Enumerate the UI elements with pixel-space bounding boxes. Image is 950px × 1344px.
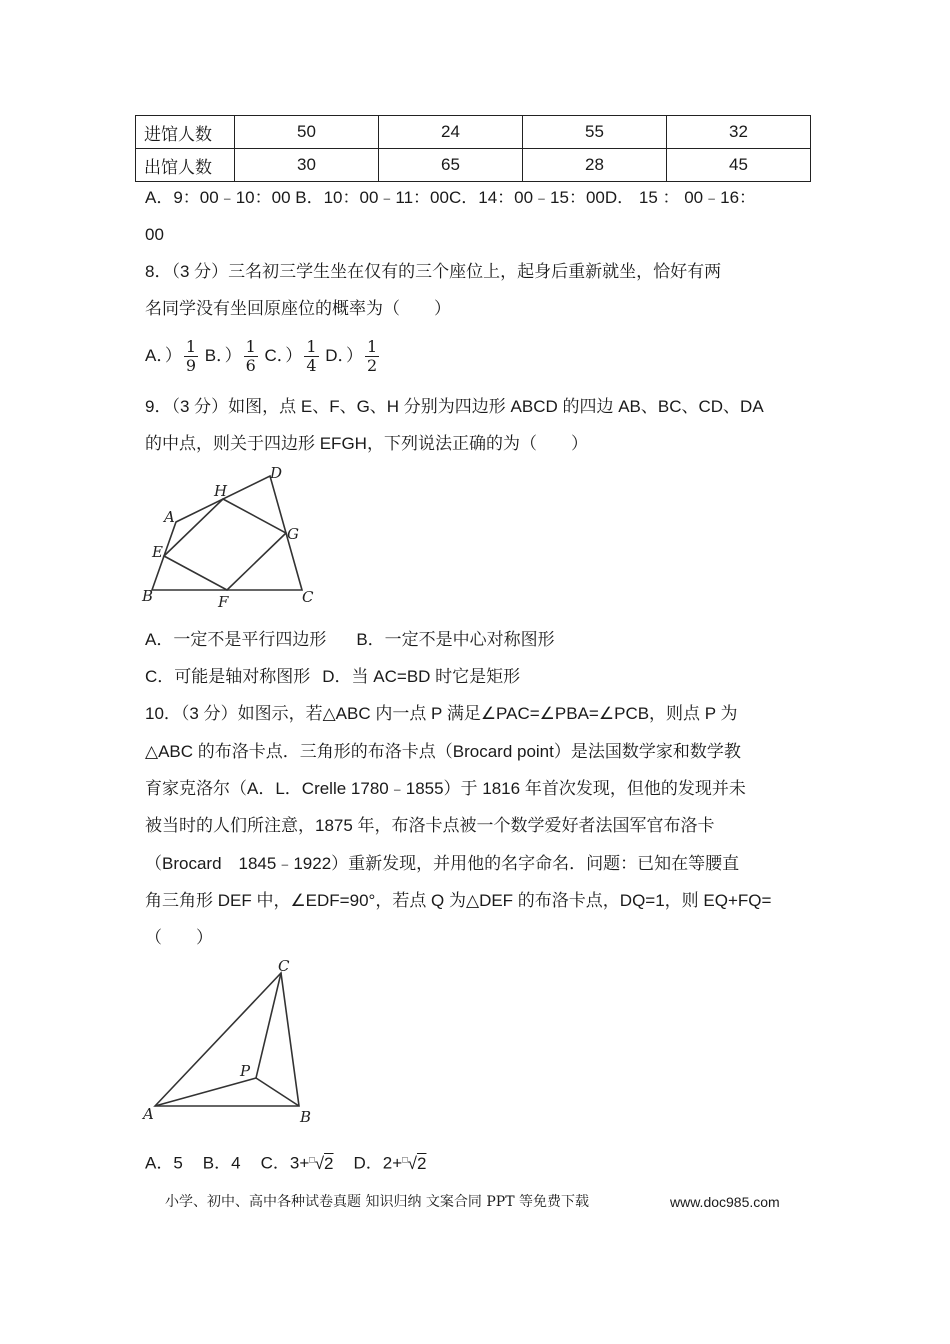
table-cell: 24 [379, 116, 523, 149]
q9-options-line1 [145, 628, 555, 652]
q10-option-a: A．5 [145, 1153, 183, 1173]
label-b: B [142, 587, 154, 605]
root-index: □ [402, 1154, 408, 1164]
denominator: 6 [245, 356, 256, 376]
segment-pc [256, 973, 281, 1078]
label-d: D [270, 464, 283, 482]
q9-option-d: D．当 AC=BD 时它是矩形 [322, 667, 521, 686]
table-row [136, 149, 811, 182]
table-cell: 45 [667, 149, 811, 182]
q10-option-b: B．4 [202, 1153, 241, 1173]
label-c: C [278, 957, 290, 975]
q10-option-d: D．2+ [353, 1153, 403, 1173]
q10-stem-line3: 育家克洛尔（A．L．Crelle 1780﹣1855）于 1816 年首次发现，但他的发现并未 [145, 779, 746, 798]
q10-option-d-root: □√2 [402, 1153, 427, 1173]
segment-ap [155, 1078, 256, 1106]
q9-stem-line2: 的中点，则关于四边形 EFGH，下列说法正确的为（ ） [145, 434, 588, 453]
label-a: A [164, 508, 175, 526]
denominator: 9 [185, 356, 197, 376]
q9-options-line2 [145, 665, 520, 689]
segment-pb [256, 1078, 299, 1106]
visitor-table [135, 115, 811, 182]
label-g: G [287, 525, 299, 543]
q8-option-d-label: D．） [325, 346, 364, 365]
q8-option-c-label: C．） [264, 346, 303, 365]
root-body: 2 [416, 1153, 427, 1173]
label-f: F [218, 593, 229, 611]
row-label: 出馆人数 [136, 149, 235, 182]
root-index: □ [309, 1154, 315, 1164]
label-c: C [302, 588, 314, 606]
numerator: 1 [245, 337, 256, 357]
quadrilateral-efgh [164, 499, 286, 590]
label-p: P [240, 1062, 251, 1080]
brocard-triangle-figure [140, 955, 320, 1130]
denominator: 4 [306, 356, 317, 376]
table-row [136, 116, 811, 149]
row-label: 进馆人数 [136, 116, 235, 149]
q10-stem-line2: △ABC 的布洛卡点．三角形的布洛卡点（Brocard point）是法国数学家和数学教 [145, 742, 741, 761]
q8-option-a-label: A．） [145, 346, 182, 365]
q10-stem-line1: 10．（3 分）如图示，若△ABC 内一点 P 满足∠PAC=∠PBA=∠PCB，则点 P 为 [145, 704, 738, 723]
q8-stem-line2: 名同学没有坐回原座位的概率为（ ） [145, 299, 451, 318]
label-h: H [214, 482, 228, 500]
q10-option-c: C．3+ [260, 1153, 310, 1173]
numerator: 1 [367, 337, 378, 357]
label-a: A [143, 1105, 154, 1123]
denominator: 2 [367, 356, 378, 376]
q8-options [145, 336, 381, 376]
q8-option-b-fraction [244, 338, 258, 375]
q8-option-c-fraction [304, 338, 318, 375]
q8-option-b-label: B．） [204, 346, 242, 365]
q9-option-a: A．一定不是平行四边形 [145, 630, 327, 649]
label-b: B [300, 1108, 312, 1126]
q9-option-b: B．一定不是中心对称图形 [356, 630, 555, 649]
q10-stem-line5: （Brocard 1845﹣1922）重新发现，并用他的名字命名．问题：已知在等腰直 [145, 854, 740, 873]
q10-options [145, 1147, 426, 1176]
table-cell: 32 [667, 116, 811, 149]
table-cell: 28 [523, 149, 667, 182]
q9-stem-line1: 9．（3 分）如图，点 E、F、G、H 分别为四边形 ABCD 的四边 AB、BC、CD、DA [145, 397, 764, 416]
quadrilateral-figure [140, 462, 330, 612]
q8-option-a-fraction [184, 338, 198, 375]
root-body: 2 [324, 1153, 334, 1173]
q10-stem-line6: 角三角形 DEF 中，∠EDF=90°，若点 Q 为△DEF 的布洛卡点，DQ=1，则 EQ+FQ= [145, 891, 772, 910]
table-cell: 30 [235, 149, 379, 182]
table-cell: 65 [379, 149, 523, 182]
q7-options-line1: A．9：00﹣10：00 B．10：00﹣11：00C．14：00﹣15：00D． 15 ： 00﹣16： [145, 188, 757, 207]
footer-url[interactable]: www.doc985.com [670, 1194, 780, 1210]
q10-stem-line7: （ ） [145, 928, 213, 947]
q8-option-d-fraction [365, 338, 379, 375]
numerator: 1 [306, 337, 317, 357]
numerator: 1 [185, 337, 197, 357]
q8-stem-line1: 8．（3 分）三名初三学生坐在仅有的三个座位上，起身后重新就坐，恰好有两 [145, 262, 722, 281]
table-cell: 55 [523, 116, 667, 149]
q7-options-line2: 00 [145, 225, 164, 244]
q10-option-c-root: □√2 [309, 1153, 334, 1173]
label-e: E [152, 543, 163, 561]
table-cell: 50 [235, 116, 379, 149]
footer-text: 小学、初中、高中各种试卷真题 知识归纳 文案合同 PPT 等免费下载 [165, 1194, 589, 1210]
q9-option-c: C．可能是轴对称图形 [145, 667, 311, 686]
q10-stem-line4: 被当时的人们所注意，1875 年，布洛卡点被一个数学爱好者法国军官布洛卡 [145, 816, 715, 835]
